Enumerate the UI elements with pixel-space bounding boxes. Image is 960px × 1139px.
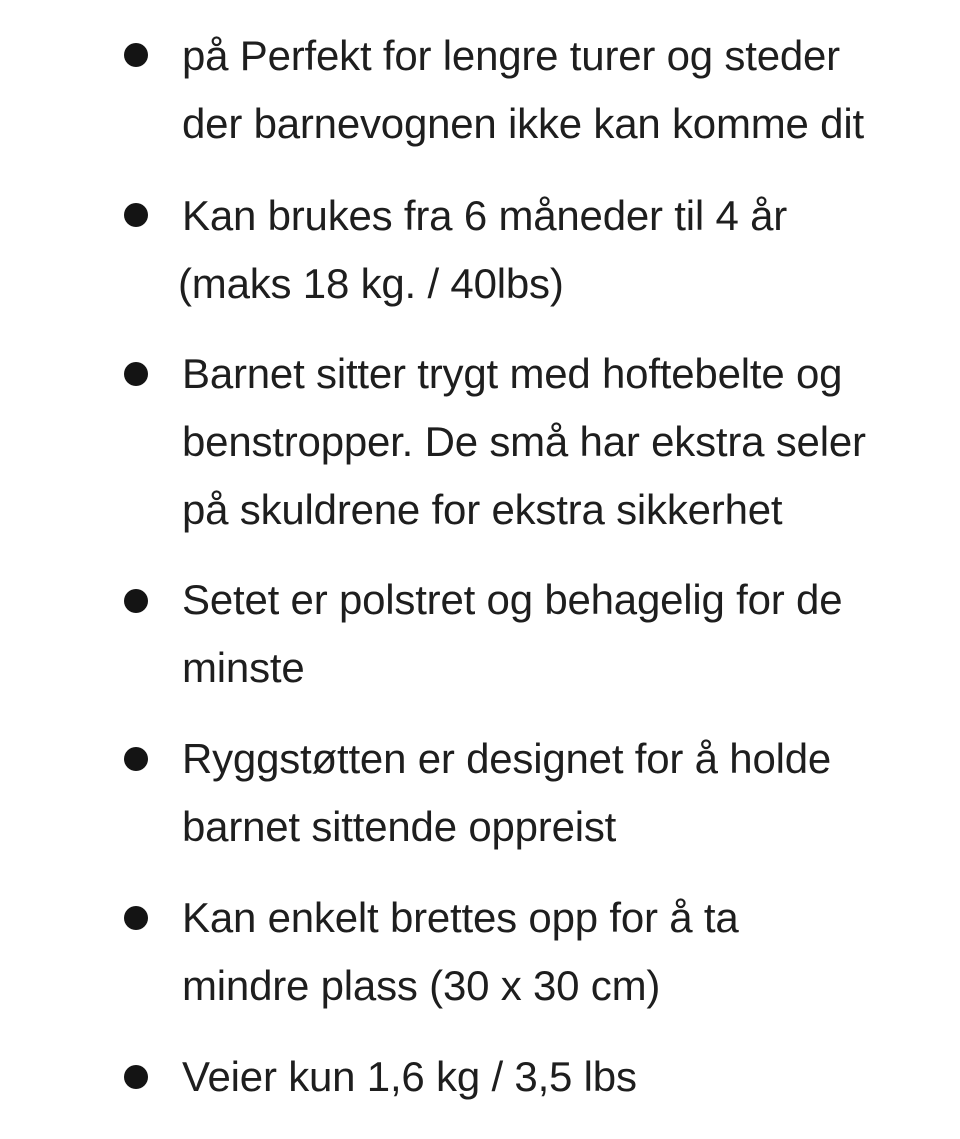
bullet-icon (124, 1065, 148, 1089)
list-item-line: Veier kun 1,6 kg / 3,5 lbs (182, 1053, 637, 1100)
list-item-text (182, 22, 922, 158)
bullet-icon (124, 43, 148, 67)
list-item-line: Kan brukes fra 6 måneder til 4 år (182, 192, 788, 239)
list-item-text (182, 725, 922, 861)
list-item-text (182, 566, 922, 702)
bullet-icon (124, 747, 148, 771)
list-item-line: Setet er polstret og behagelig for de (182, 576, 843, 623)
list-item-line: på skuldrene for ekstra sikkerhet (182, 486, 783, 533)
list-item-line: minste (182, 644, 305, 691)
list-item-line: barnet sittende oppreist (182, 803, 617, 850)
bullet-icon (124, 906, 148, 930)
list-item-text (182, 1043, 922, 1111)
list-item-line: Ryggstøtten er designet for å holde (182, 735, 832, 782)
list-item-text (182, 884, 922, 1020)
list-item-text (182, 340, 922, 544)
list-item-line: Kan enkelt brettes opp for å ta (182, 894, 739, 941)
list-item-line: der barnevognen ikke kan komme dit (182, 100, 864, 147)
list-item-line: på Perfekt for lengre turer og steder (182, 32, 840, 79)
bullet-icon (124, 589, 148, 613)
list-item-line: (maks 18 kg. / 40lbs) (178, 260, 564, 307)
bullet-icon (124, 203, 148, 227)
list-item-line: benstropper. De små har ekstra seler (182, 418, 866, 465)
list-item-line: Barnet sitter trygt med hoftebelte og (182, 350, 843, 397)
list-item-line: mindre plass (30 x 30 cm) (182, 962, 661, 1009)
list-item-text (178, 182, 922, 318)
bullet-icon (124, 362, 148, 386)
